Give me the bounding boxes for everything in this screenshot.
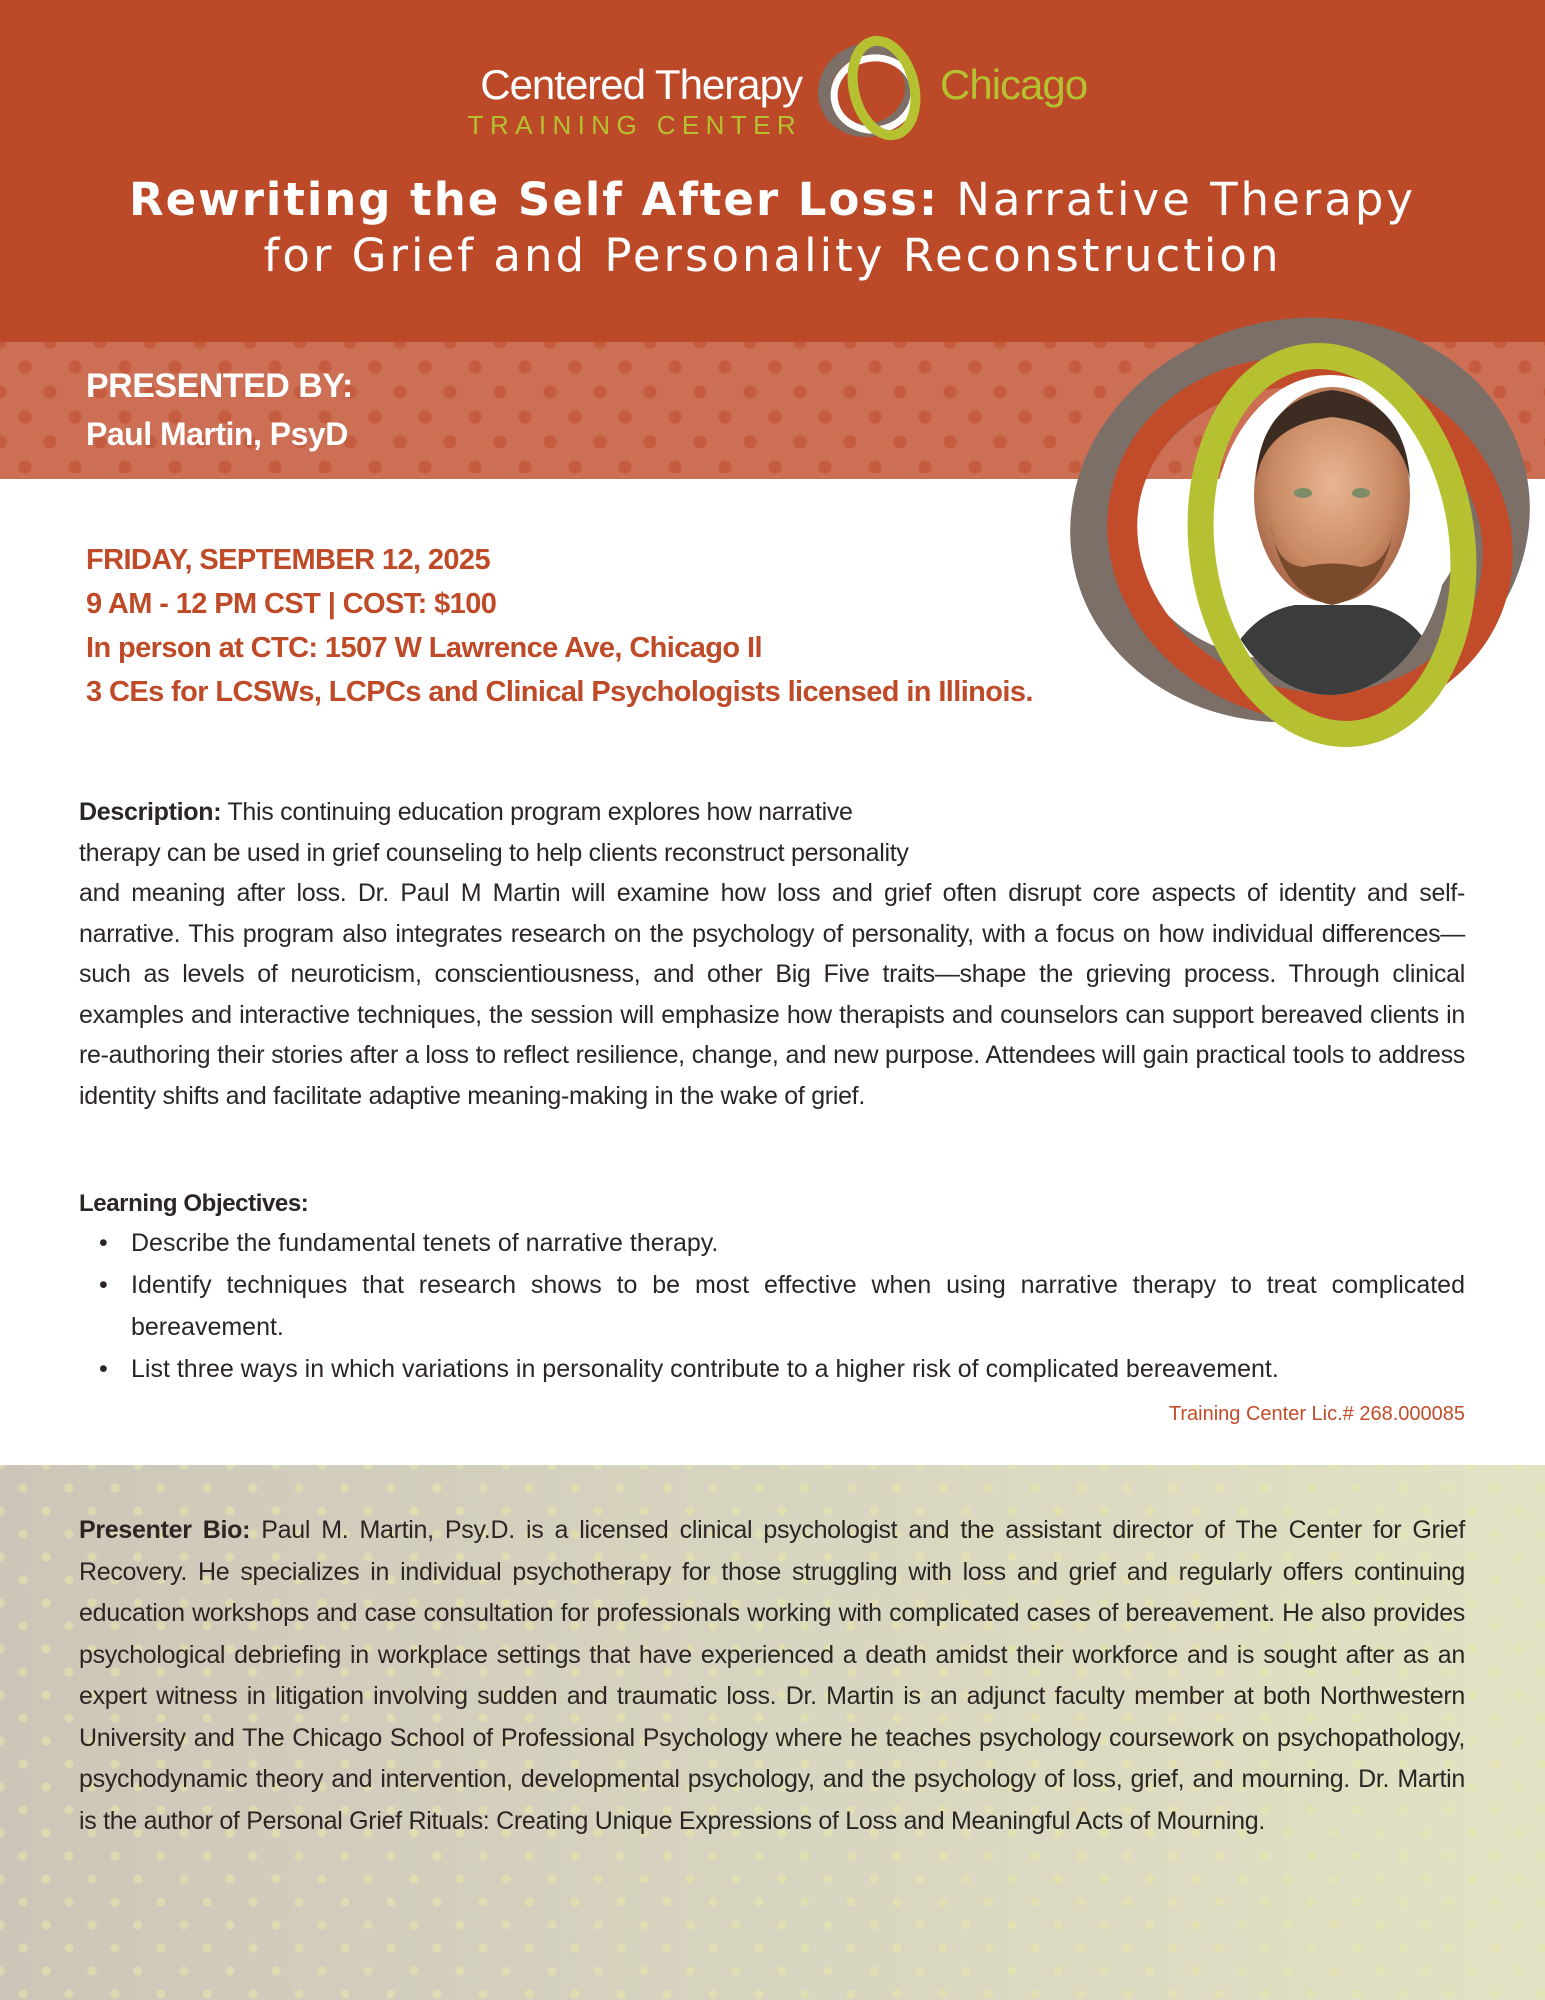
logo-name: Centered Therapy <box>480 61 802 108</box>
objective-text: Identify techniques that research shows to be most effective when using narrative therapy to treat complicated bereavement. <box>131 1271 1465 1341</box>
description-text-rest: and meaning after loss. Dr. Paul M Martin will examine how loss and grief often disrupt core aspects of identity and self-narrative. This program also integrates research on the psychology of personality, with a focus on how individual differences—such as levels of neuroticism, conscientiousness, and other Big Five traits—shape the grieving process. Through clinical examples and interactive techniques, the session will emphasize how therapists and counselors can support bereaved clients in re-authoring their stories after a loss to reflect resilience, change, and new purpose. Attendees will gain practical tools to address identity shifts and facilitate adaptive meaning-making in the wake of grief. <box>79 879 1465 1110</box>
objective-text: List three ways in which variations in personality contribute to a higher risk of complicated bereavement. <box>131 1355 1279 1383</box>
description <box>79 792 1465 1116</box>
logo-subtitle: TRAINING CENTER <box>467 110 802 140</box>
bullet-icon: • <box>99 1355 108 1383</box>
learning-objectives <box>79 1186 1465 1390</box>
description-line1 <box>79 792 1465 833</box>
presenter-bio <box>79 1510 1465 1842</box>
license-number: Training Center Lic.# 268.000085 <box>1168 1403 1465 1425</box>
event-location: In person at CTC: 1507 W Lawrence Ave, Chicago Il <box>86 632 762 664</box>
event-details <box>86 538 1086 714</box>
title-light: Narrative Therapy <box>938 173 1417 226</box>
bullet-icon: • <box>99 1229 108 1257</box>
event-date: FRIDAY, SEPTEMBER 12, 2025 <box>86 544 490 576</box>
objective-item <box>79 1222 1465 1264</box>
objective-item <box>79 1348 1465 1390</box>
description-line2: therapy can be used in grief counseling to help clients reconstruct personality <box>79 838 909 867</box>
presented-by-label: PRESENTED BY: <box>86 367 353 405</box>
objectives-list <box>79 1222 1465 1390</box>
objective-text: Describe the fundamental tenets of narrative therapy. <box>131 1229 719 1257</box>
description-label: Description: <box>79 798 222 826</box>
bio-label: Presenter Bio: <box>79 1516 251 1544</box>
logo-rings-icon <box>812 28 932 148</box>
logo-wordmark <box>422 62 802 140</box>
event-time-cost: 9 AM - 12 PM CST | COST: $100 <box>86 588 497 620</box>
objective-item <box>79 1264 1465 1348</box>
description-text-1: This continuing education program explores how narrative <box>221 798 853 826</box>
presenter-name: Paul Martin, PsyD <box>86 416 348 452</box>
objectives-heading: Learning Objectives: <box>79 1190 309 1217</box>
bio-text: Paul M. Martin, Psy.D. is a licensed clinical psychologist and the assistant director of The Center for Grief Recovery. He specializes in individual psychotherapy for those struggling with loss and grief and regularly offers continuing education workshops and case consultation for professionals working with complicated cases of bereavement. He also provides psychological debriefing in workplace settings that have experienced a death amidst their workforce and is sought after as an expert witness in litigation involving sudden and traumatic loss. Dr. Martin is an adjunct faculty member at both Northwestern University and The Chicago School of Professional Psychology where he teaches psychology coursework on psychopathology, psychodynamic theory and intervention, developmental psychology, and the psychology of loss, grief, and mourning. Dr. Martin is the author of Personal Grief Rituals: Creating Unique Expressions of Loss and Meaningful Acts of Mourning. <box>79 1516 1465 1835</box>
header-band <box>0 0 1545 342</box>
bullet-icon: • <box>99 1271 108 1299</box>
page-title <box>0 172 1545 284</box>
title-line2: for Grief and Personality Reconstruction <box>263 229 1282 282</box>
logo-city: Chicago <box>940 61 1088 108</box>
event-credits: 3 CEs for LCSWs, LCPCs and Clinical Psychologists licensed in Illinois. <box>86 676 1033 708</box>
title-bold: Rewriting the Self After Loss: <box>128 173 939 226</box>
presenter-portrait <box>1060 305 1535 760</box>
